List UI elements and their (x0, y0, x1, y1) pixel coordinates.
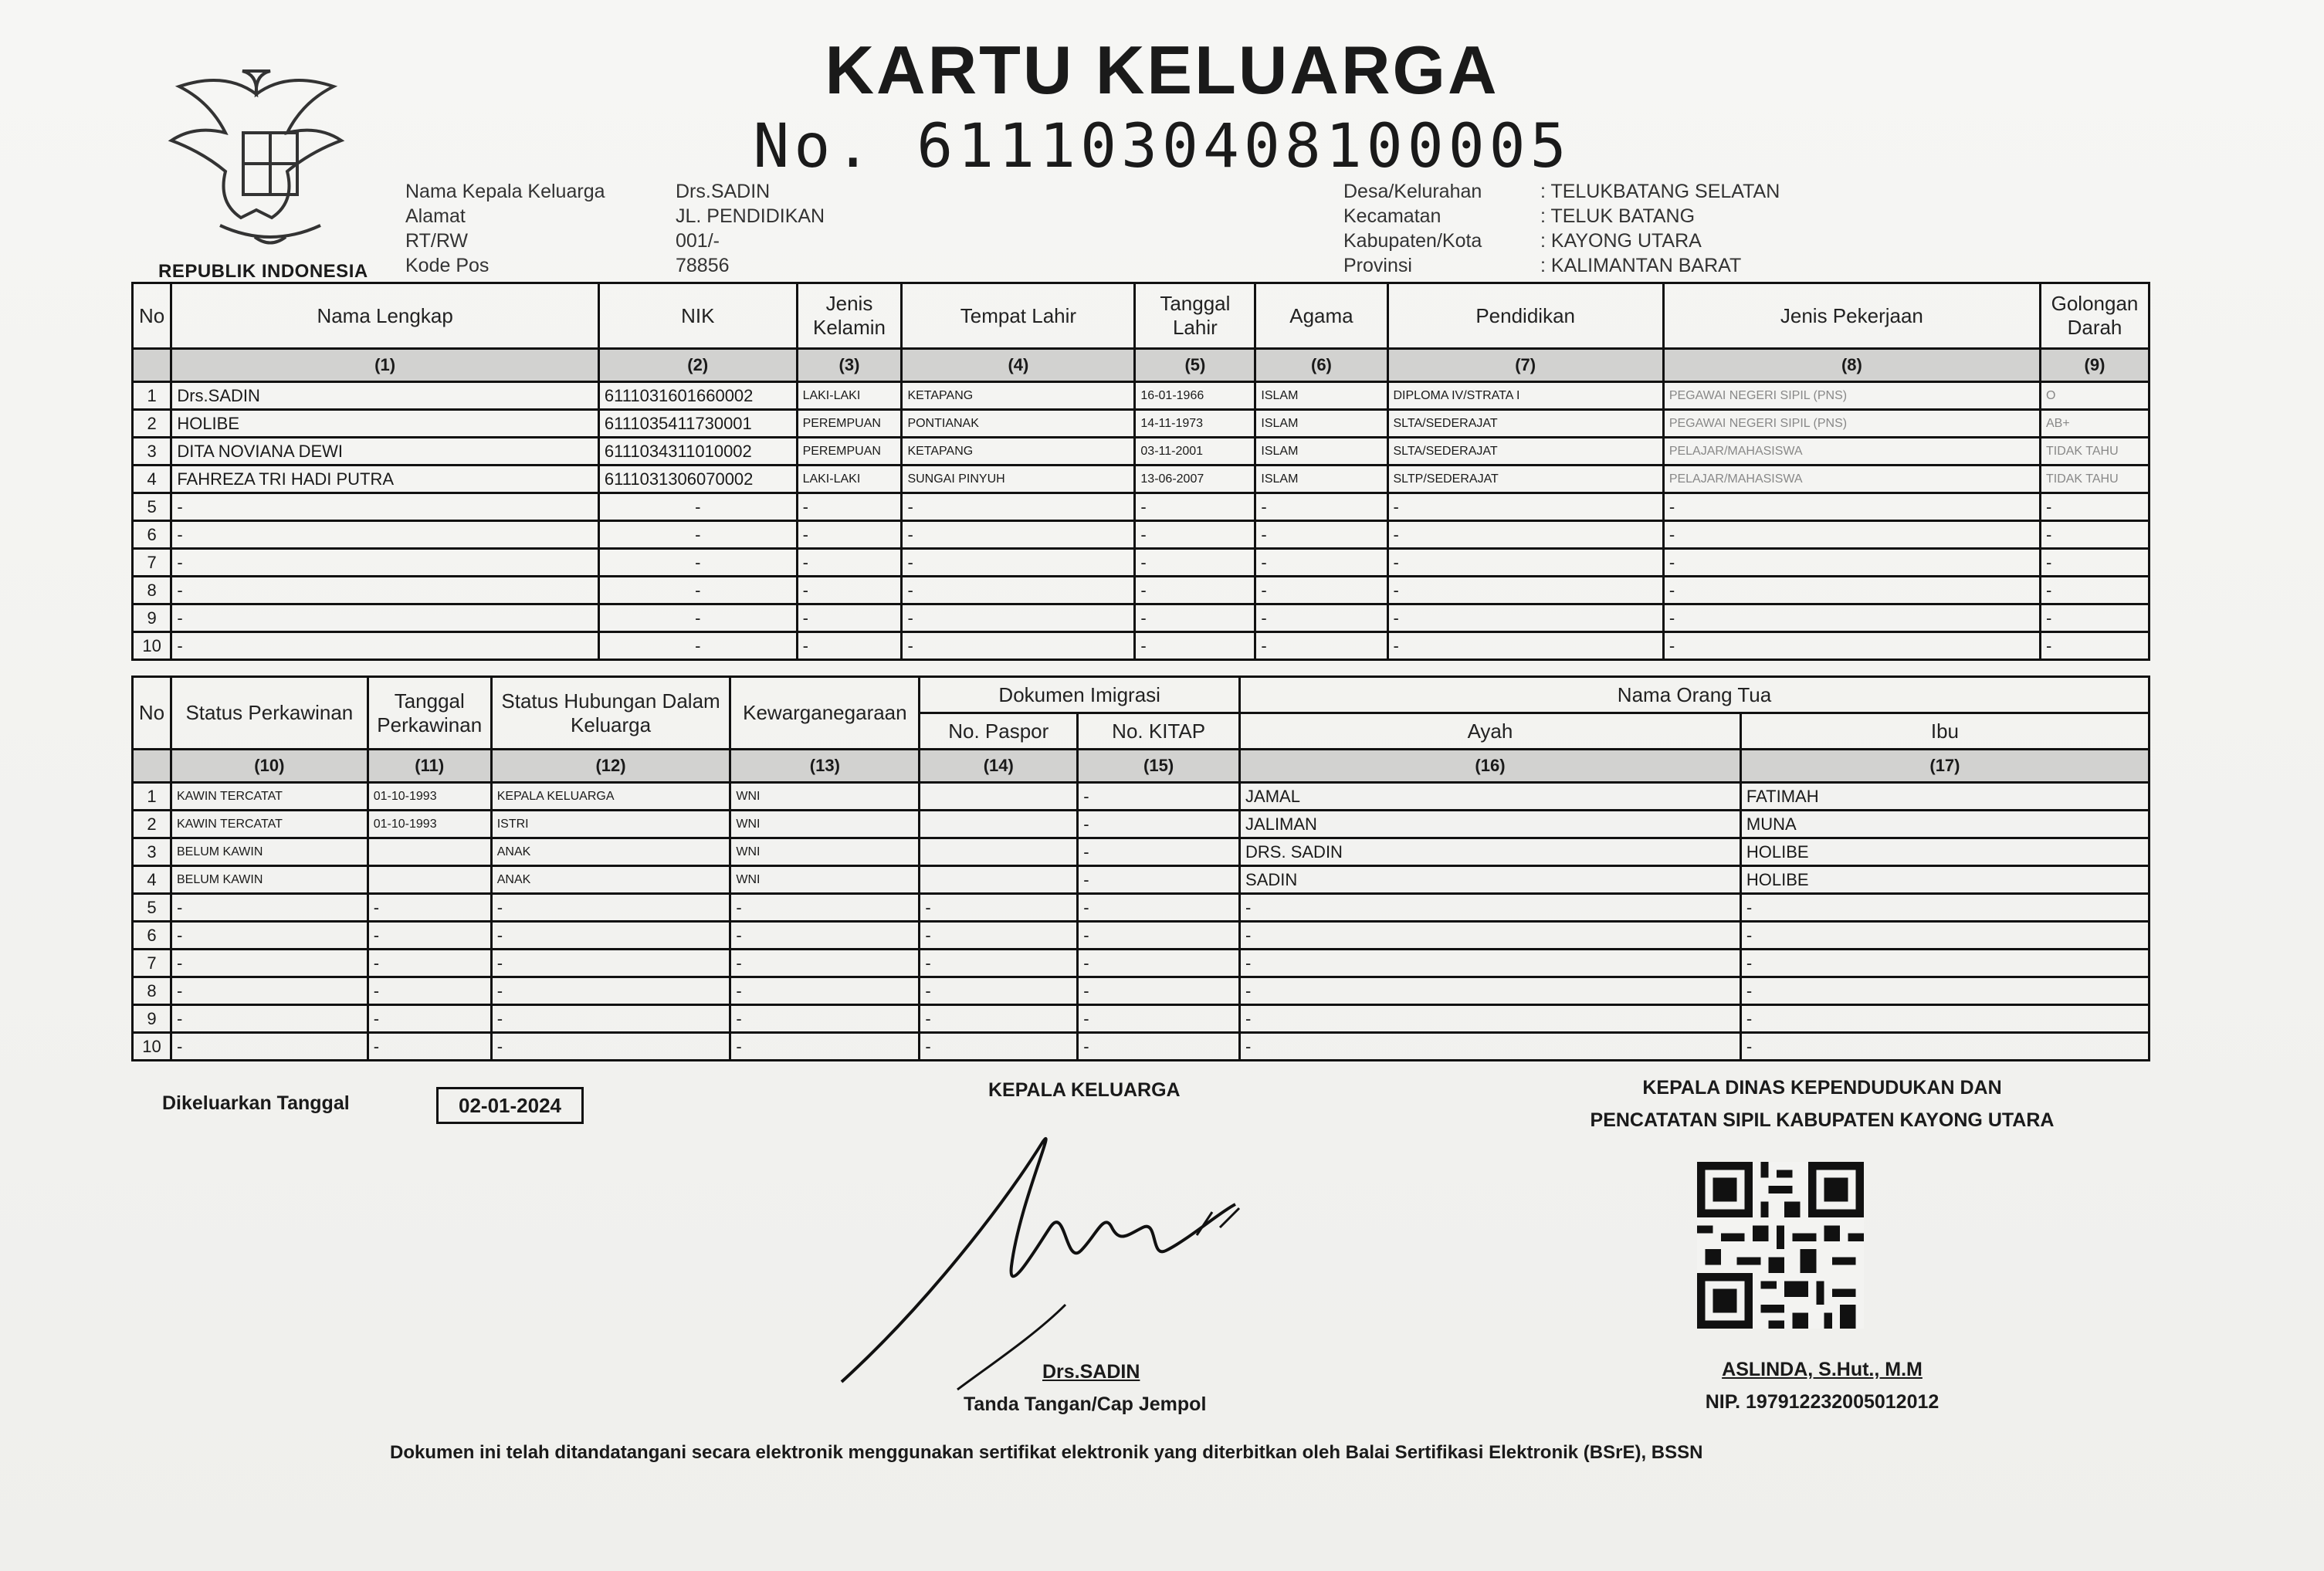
table-cell: - (920, 950, 1078, 977)
table-cell: - (1740, 922, 2149, 950)
col-index: (4) (902, 349, 1135, 382)
col-header: Jenis Kelamin (797, 283, 902, 349)
table-cell: DITA NOVIANA DEWI (171, 438, 599, 466)
table-cell: SADIN (1240, 866, 1741, 894)
table-cell: - (368, 922, 491, 950)
table-cell: WNI (730, 838, 920, 866)
table-cell: - (1387, 549, 1663, 577)
table-cell: JAMAL (1240, 783, 1741, 811)
table-row (133, 783, 2150, 811)
table-row (133, 866, 2150, 894)
table-cell: - (1663, 549, 2040, 577)
table-cell: - (1135, 521, 1255, 549)
col-index: (11) (368, 750, 491, 783)
table-cell: - (491, 894, 730, 922)
table-cell: JALIMAN (1240, 811, 1741, 838)
table-cell: - (1740, 950, 2149, 977)
table-cell: - (902, 577, 1135, 604)
table-cell: SLTP/SEDERAJAT (1387, 466, 1663, 493)
table-cell: - (171, 1005, 368, 1033)
table-cell: - (1740, 1005, 2149, 1033)
table-cell: - (2040, 493, 2149, 521)
table-cell: AB+ (2040, 410, 2149, 438)
table-cell: TIDAK TAHU (2040, 466, 2149, 493)
table-cell: - (171, 521, 599, 549)
table-cell: - (171, 549, 599, 577)
table-row (133, 410, 2150, 438)
official-title-2: PENCATATAN SIPIL KABUPATEN KAYONG UTARA (1590, 1109, 2055, 1131)
table-index-row (133, 750, 2150, 783)
col-index: (9) (2040, 349, 2149, 382)
table-cell: KETAPANG (902, 438, 1135, 466)
table-cell: SLTA/SEDERAJAT (1387, 438, 1663, 466)
table-cell: KETAPANG (902, 382, 1135, 410)
table-cell: - (491, 922, 730, 950)
table-cell: - (491, 977, 730, 1005)
issued-label: Dikeluarkan Tanggal (162, 1092, 350, 1114)
table-cell: PONTIANAK (902, 410, 1135, 438)
table-cell: BELUM KAWIN (171, 866, 368, 894)
table-cell: - (2040, 577, 2149, 604)
table-cell: - (598, 549, 797, 577)
col-index: (14) (920, 750, 1078, 783)
table-cell: - (368, 977, 491, 1005)
table-cell: - (730, 922, 920, 950)
header-row: Kabupaten/Kota : KAYONG UTARA (1343, 230, 1702, 252)
head-name: Drs.SADIN (1042, 1361, 1140, 1383)
col-kewarganegaraan: Kewarganegaraan (730, 677, 920, 750)
col-header: Jenis Pekerjaan (1663, 283, 2040, 349)
table-cell: ISLAM (1255, 382, 1387, 410)
table-cell: - (1255, 577, 1387, 604)
col-header: Tanggal Lahir (1135, 283, 1255, 349)
col-status-perkawinan: Status Perkawinan (171, 677, 368, 750)
table-cell: - (1078, 811, 1240, 838)
table-cell: - (171, 577, 599, 604)
table-cell: - (1078, 922, 1240, 950)
table-cell: DRS. SADIN (1240, 838, 1741, 866)
table-cell: O (2040, 382, 2149, 410)
table-cell: - (1255, 604, 1387, 632)
table-cell: - (902, 632, 1135, 660)
head-caption: Tanda Tangan/Cap Jempol (964, 1393, 1207, 1415)
table-cell: - (1078, 838, 1240, 866)
civil-status-table (131, 675, 2150, 1061)
table-cell: - (920, 977, 1078, 1005)
table-cell: - (368, 1033, 491, 1061)
table-cell: - (2040, 604, 2149, 632)
table-cell (920, 811, 1078, 838)
table-cell (920, 838, 1078, 866)
table-cell: - (1135, 577, 1255, 604)
table-cell: - (2040, 632, 2149, 660)
table-cell: - (1078, 1005, 1240, 1033)
table-cell: HOLIBE (1740, 866, 2149, 894)
document-title: KARTU KELUARGA (825, 32, 1499, 108)
emblem-caption: REPUBLIK INDONESIA (158, 261, 368, 282)
col-index: (12) (491, 750, 730, 783)
table-cell: 2 (133, 410, 171, 438)
table-cell: - (598, 632, 797, 660)
col-index (133, 750, 171, 783)
col-index: (8) (1663, 349, 2040, 382)
table-cell: 6111034311010002 (598, 438, 797, 466)
table-row (133, 549, 2150, 577)
col-ibu: Ibu (1740, 713, 2149, 750)
table-cell: - (598, 493, 797, 521)
table-cell: - (1387, 493, 1663, 521)
table-cell: 1 (133, 783, 171, 811)
head-signature-title: KEPALA KELUARGA (988, 1079, 1181, 1101)
table-cell: 3 (133, 838, 171, 866)
table-cell: 9 (133, 1005, 171, 1033)
family-members-table (131, 282, 2150, 661)
table-cell: - (797, 493, 902, 521)
table-cell: WNI (730, 783, 920, 811)
table-cell: ISLAM (1255, 438, 1387, 466)
table-cell: - (1255, 549, 1387, 577)
table-cell: - (902, 521, 1135, 549)
table-cell: 10 (133, 632, 171, 660)
table-row (133, 977, 2150, 1005)
table-cell: HOLIBE (1740, 838, 2149, 866)
header-row: Provinsi : KALIMANTAN BARAT (1343, 255, 1742, 276)
table-cell: KEPALA KELUARGA (491, 783, 730, 811)
table-cell: - (1255, 521, 1387, 549)
table-row (133, 604, 2150, 632)
table-cell: - (1740, 1033, 2149, 1061)
table-cell: - (920, 1005, 1078, 1033)
col-no: No (133, 677, 171, 750)
table-cell: ANAK (491, 866, 730, 894)
table-cell: - (730, 950, 920, 977)
col-index: (10) (171, 750, 368, 783)
table-cell: - (598, 577, 797, 604)
table-row (133, 382, 2150, 410)
table-cell: - (1078, 866, 1240, 894)
col-index: (2) (598, 349, 797, 382)
table-cell: - (1135, 549, 1255, 577)
table-cell: ISLAM (1255, 466, 1387, 493)
col-ayah: Ayah (1240, 713, 1741, 750)
table-cell: - (368, 894, 491, 922)
table-cell: - (1740, 977, 2149, 1005)
table-cell: - (598, 604, 797, 632)
table-cell: TIDAK TAHU (2040, 438, 2149, 466)
official-nip: NIP. 197912232005012012 (1705, 1391, 1939, 1413)
table-cell: ISTRI (491, 811, 730, 838)
table-cell: 6 (133, 922, 171, 950)
table-cell: - (1255, 632, 1387, 660)
table-cell: - (368, 1005, 491, 1033)
table-cell: - (797, 549, 902, 577)
header-left (405, 179, 825, 278)
table-cell: HOLIBE (171, 410, 599, 438)
col-header: Nama Lengkap (171, 283, 599, 349)
table-cell (920, 783, 1078, 811)
col-status-hubungan: Status Hubungan Dalam Keluarga (491, 677, 730, 750)
table-cell: - (171, 493, 599, 521)
table-cell: - (171, 977, 368, 1005)
table-row (133, 438, 2150, 466)
col-index: (6) (1255, 349, 1387, 382)
table-row (133, 577, 2150, 604)
table-cell: FATIMAH (1740, 783, 2149, 811)
table-cell: - (1135, 493, 1255, 521)
table-cell: - (171, 604, 599, 632)
table-cell: - (491, 1005, 730, 1033)
table-cell: - (171, 1033, 368, 1061)
table-cell: - (1078, 977, 1240, 1005)
table-cell: KAWIN TERCATAT (171, 811, 368, 838)
table-cell: PEREMPUAN (797, 410, 902, 438)
header-row: Kode Pos 78856 (405, 255, 730, 276)
table-row (133, 950, 2150, 977)
table-cell: 8 (133, 577, 171, 604)
table-row (133, 894, 2150, 922)
table-cell: - (902, 604, 1135, 632)
official-name: ASLINDA, S.Hut., M.M (1722, 1359, 1923, 1380)
col-index: (3) (797, 349, 902, 382)
table-cell: 1 (133, 382, 171, 410)
table-cell: - (1078, 1033, 1240, 1061)
table-cell: - (1663, 632, 2040, 660)
table-cell: - (1078, 783, 1240, 811)
official-title-1: KEPALA DINAS KEPENDUDUKAN DAN (1642, 1077, 2002, 1099)
table-cell (368, 866, 491, 894)
table-cell: - (730, 894, 920, 922)
table-cell (368, 838, 491, 866)
col-index: (1) (171, 349, 599, 382)
table-cell: 4 (133, 866, 171, 894)
table-index-row (133, 349, 2150, 382)
table-cell: ISLAM (1255, 410, 1387, 438)
table-cell (920, 866, 1078, 894)
table-cell: PEGAWAI NEGERI SIPIL (PNS) (1663, 382, 2040, 410)
header-row: Desa/Kelurahan : TELUKBATANG SELATAN (1343, 181, 1780, 202)
table-cell: BELUM KAWIN (171, 838, 368, 866)
col-header: Pendidikan (1387, 283, 1663, 349)
col-nama-orang-tua: Nama Orang Tua (1240, 677, 2150, 713)
document-number: No. 6111030408100005 (753, 112, 1571, 181)
table-cell: - (1240, 1005, 1741, 1033)
col-index: (13) (730, 750, 920, 783)
table-cell: KAWIN TERCATAT (171, 783, 368, 811)
col-tanggal-perkawinan: Tanggal Perkawinan (368, 677, 491, 750)
table-cell: - (902, 493, 1135, 521)
table-cell: - (1135, 604, 1255, 632)
table-cell: - (171, 950, 368, 977)
col-index: (5) (1135, 349, 1255, 382)
col-header: Tempat Lahir (902, 283, 1135, 349)
table-cell: - (730, 977, 920, 1005)
table-cell: - (171, 894, 368, 922)
col-header: Golongan Darah (2040, 283, 2149, 349)
table-cell: PELAJAR/MAHASISWA (1663, 466, 2040, 493)
table-cell: 6111031601660002 (598, 382, 797, 410)
table-cell: 4 (133, 466, 171, 493)
table-row (133, 493, 2150, 521)
table-cell: 9 (133, 604, 171, 632)
table-cell: MUNA (1740, 811, 2149, 838)
table-cell: - (1387, 632, 1663, 660)
table-cell: 13-06-2007 (1135, 466, 1255, 493)
table-header-row (133, 283, 2150, 349)
col-no-kitap: No. KITAP (1078, 713, 1240, 750)
table-cell: - (1240, 950, 1741, 977)
header-row: Kecamatan : TELUK BATANG (1343, 205, 1696, 227)
table-cell: 6111035411730001 (598, 410, 797, 438)
table-cell: 03-11-2001 (1135, 438, 1255, 466)
table-row (133, 1033, 2150, 1061)
table-cell: - (171, 632, 599, 660)
table-cell: - (1240, 922, 1741, 950)
table-cell: - (1387, 521, 1663, 549)
table-cell: - (730, 1005, 920, 1033)
table-cell: 16-01-1966 (1135, 382, 1255, 410)
col-header: Agama (1255, 283, 1387, 349)
table-cell: - (1078, 894, 1240, 922)
col-no-paspor: No. Paspor (920, 713, 1078, 750)
table-cell: 7 (133, 950, 171, 977)
table-cell: SUNGAI PINYUH (902, 466, 1135, 493)
table-cell: - (368, 950, 491, 977)
table-row (133, 466, 2150, 493)
table-cell: - (491, 950, 730, 977)
table-cell: DIPLOMA IV/STRATA I (1387, 382, 1663, 410)
table-cell: 01-10-1993 (368, 783, 491, 811)
col-index: (16) (1240, 750, 1741, 783)
table-cell: - (920, 894, 1078, 922)
table-cell: WNI (730, 811, 920, 838)
col-index (133, 349, 171, 382)
table-cell: - (2040, 549, 2149, 577)
table-cell: 01-10-1993 (368, 811, 491, 838)
issued-date: 02-01-2024 (436, 1087, 584, 1124)
table-cell: - (1255, 493, 1387, 521)
table-cell: - (797, 577, 902, 604)
table-cell: LAKI-LAKI (797, 466, 902, 493)
table-cell: - (902, 549, 1135, 577)
table-cell: 8 (133, 977, 171, 1005)
table-cell: - (797, 632, 902, 660)
electronic-signature-note: Dokumen ini telah ditandatangani secara elektronik menggunakan sertifikat elektronik yang diterbitkan oleh Balai Sertifikasi Elektronik (BSrE), BSSN (390, 1442, 1703, 1463)
table-cell: 14-11-1973 (1135, 410, 1255, 438)
table-cell: - (1740, 894, 2149, 922)
table-cell: 6111031306070002 (598, 466, 797, 493)
table-cell: 7 (133, 549, 171, 577)
table-cell: PELAJAR/MAHASISWA (1663, 438, 2040, 466)
table-header-row (133, 677, 2150, 713)
header-row: RT/RW 001/- (405, 230, 720, 252)
table-cell: 6 (133, 521, 171, 549)
header-row: Alamat JL. PENDIDIKAN (405, 205, 825, 227)
table-cell: 5 (133, 894, 171, 922)
header-row: Nama Kepala Keluarga Drs.SADIN (405, 181, 771, 202)
table-cell: - (1387, 577, 1663, 604)
table-cell: FAHREZA TRI HADI PUTRA (171, 466, 599, 493)
header-right (1343, 179, 1780, 278)
table-cell: - (2040, 521, 2149, 549)
table-cell: PEGAWAI NEGERI SIPIL (PNS) (1663, 410, 2040, 438)
col-header: No (133, 283, 171, 349)
table-cell: - (598, 521, 797, 549)
table-cell: LAKI-LAKI (797, 382, 902, 410)
table-cell: 10 (133, 1033, 171, 1061)
table-cell: ANAK (491, 838, 730, 866)
table-row (133, 632, 2150, 660)
table-cell: - (1240, 894, 1741, 922)
table-cell: 2 (133, 811, 171, 838)
table-cell: - (1663, 493, 2040, 521)
table-cell: - (1663, 604, 2040, 632)
table-cell: 3 (133, 438, 171, 466)
col-header: NIK (598, 283, 797, 349)
table-row (133, 521, 2150, 549)
table-cell: 5 (133, 493, 171, 521)
table-row (133, 922, 2150, 950)
table-cell: - (171, 922, 368, 950)
col-index: (15) (1078, 750, 1240, 783)
table-cell: SLTA/SEDERAJAT (1387, 410, 1663, 438)
table-cell: - (920, 1033, 1078, 1061)
table-cell: - (1240, 1033, 1741, 1061)
table-cell: PEREMPUAN (797, 438, 902, 466)
table-row (133, 838, 2150, 866)
table-cell: - (1135, 632, 1255, 660)
table-cell: - (1663, 577, 2040, 604)
col-index: (17) (1740, 750, 2149, 783)
col-index: (7) (1387, 349, 1663, 382)
table-cell: - (1240, 977, 1741, 1005)
table-cell: - (1663, 521, 2040, 549)
col-dokumen-imigrasi: Dokumen Imigrasi (920, 677, 1240, 713)
table-cell: WNI (730, 866, 920, 894)
table-cell: - (1387, 604, 1663, 632)
qr-code-icon (1697, 1162, 1864, 1329)
table-cell: Drs.SADIN (171, 382, 599, 410)
table-cell: - (797, 521, 902, 549)
table-cell: - (491, 1033, 730, 1061)
table-cell: - (1078, 950, 1240, 977)
table-cell: - (920, 922, 1078, 950)
table-row (133, 811, 2150, 838)
table-cell: - (730, 1033, 920, 1061)
table-row (133, 1005, 2150, 1033)
table-cell: - (797, 604, 902, 632)
